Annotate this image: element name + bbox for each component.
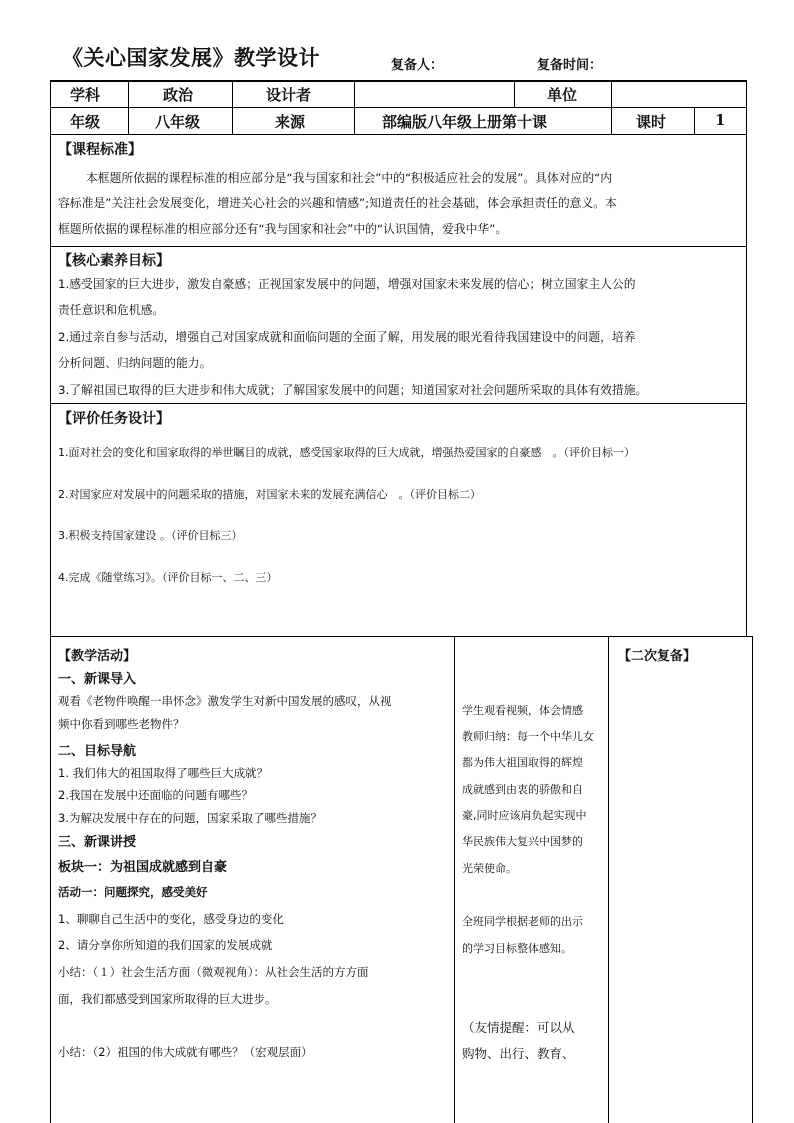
prep-time-label: 复备时间： bbox=[537, 58, 603, 73]
teacher-note-line: 豪,同时应该肩负起实现中 bbox=[462, 809, 587, 822]
designer-label: 设计者 bbox=[266, 86, 312, 104]
section-intro-heading: 一、新课导入 bbox=[58, 672, 137, 687]
goal-item: 1. 我们伟大的祖国取得了哪些巨大成就？ bbox=[58, 766, 269, 780]
second-prep-title: 【二次复备】 bbox=[618, 649, 697, 664]
teacher-note-line: 购物、出行、教育、 bbox=[462, 1046, 575, 1061]
goal-item: 3.为解决发展中存在的问题，国家采取了哪些措施？ bbox=[58, 811, 322, 825]
block-one-heading: 板块一：为祖国成就感到自豪 bbox=[58, 860, 228, 875]
assessment-item: 3.积极支持国家建设 。（评价目标三） bbox=[58, 529, 243, 542]
table-border bbox=[50, 80, 746, 82]
assessment-item: 4.完成《随堂练习》。（评价目标一、二、三） bbox=[58, 571, 278, 584]
table-border bbox=[608, 636, 609, 1123]
table-border bbox=[50, 636, 753, 637]
preparer-label: 复备人： bbox=[391, 58, 444, 73]
summary-line: 小结：（2）祖国的伟大成就有哪些？（宏观层面） bbox=[58, 1045, 313, 1059]
teacher-note-line: 全班同学根据老师的出示 bbox=[462, 915, 583, 928]
curriculum-line: 本框题所依据的课程标准的相应部分是“我与国家和社会”中的“积极适应社会的发展”。具体对应的“内 bbox=[86, 171, 613, 185]
core-goal-line: 责任意识和危机感。 bbox=[58, 303, 165, 317]
unit-label: 单位 bbox=[547, 86, 578, 104]
assessment-item: 1.面对社会的变化和国家取得的举世瞩目的成就，感受国家取得的巨大成就，增强热爱国家的自豪感 。（评价目标一） bbox=[58, 446, 635, 459]
core-goal-line: 2.通过亲自参与活动，增强自己对国家成就和面临问题的全面了解，用发展的眼光看待我国建设中的问题，培养 bbox=[58, 330, 636, 344]
table-border bbox=[50, 107, 746, 108]
section-teaching-heading: 三、新课讲授 bbox=[58, 835, 137, 850]
section-goals-heading: 二、目标导航 bbox=[58, 744, 137, 759]
intro-line: 观看《老物件唤醒一串怀念》激发学生对新中国发展的感叹，从视 bbox=[58, 694, 392, 708]
summary-line: 面，我们都感受到国家所取得的巨大进步。 bbox=[58, 992, 277, 1006]
assessment-title: 【评价任务设计】 bbox=[58, 411, 170, 427]
table-border bbox=[354, 80, 355, 134]
assessment-item: 2.对国家应对发展中的问题采取的措施，对国家未来的发展充满信心 。（评价目标二） bbox=[58, 488, 481, 501]
activity-one-heading: 活动一：问题探究，感受美好 bbox=[58, 885, 208, 899]
core-goals-title: 【核心素养目标】 bbox=[58, 253, 170, 269]
activity-item: 2、请分享你所知道的我们国家的发展成就 bbox=[58, 938, 273, 952]
table-border bbox=[232, 80, 233, 134]
table-border bbox=[128, 80, 129, 134]
core-goal-line: 1.感受国家的巨大进步，激发自豪感；正视国家发展中的问题，增强对国家未来发展的信心；树立国家主人公的 bbox=[58, 277, 636, 291]
core-goal-line: 分析问题、归纳问题的能力。 bbox=[58, 356, 212, 370]
intro-line: 频中你看到哪些老物件？ bbox=[58, 717, 185, 731]
activity-item: 1、聊聊自己生活中的变化，感受身边的变化 bbox=[58, 912, 284, 926]
table-border bbox=[50, 134, 746, 135]
table-border bbox=[454, 636, 455, 1123]
table-border bbox=[746, 80, 747, 636]
grade-label: 年级 bbox=[70, 113, 101, 131]
curriculum-line: 框题所依据的课程标准的相应部分还有“我与国家和社会”中的“认识国情，爱我中华”。 bbox=[58, 222, 508, 236]
teacher-note-line: （友情提醒：可以从 bbox=[462, 1020, 575, 1035]
table-border bbox=[50, 80, 51, 1123]
curriculum-line: 容标准是”关注社会发展变化，增进关心社会的兴趣和情感”;知道责任的社会基础，体会承担责任的意义。本 bbox=[58, 196, 617, 210]
subject-value: 政治 bbox=[163, 86, 194, 104]
summary-line: 小结：（１）社会生活方面（微观视角）：从社会生活的方方面 bbox=[58, 965, 369, 979]
goal-item: 2.我国在发展中还面临的问题有哪些？ bbox=[58, 788, 253, 802]
table-border bbox=[752, 636, 753, 1123]
curriculum-title: 【课程标准】 bbox=[58, 142, 142, 158]
period-label: 课时 bbox=[636, 113, 667, 131]
teacher-note-line: 成就感到由衷的骄傲和自 bbox=[462, 783, 583, 796]
table-border bbox=[50, 403, 746, 404]
activities-title: 【教学活动】 bbox=[58, 649, 137, 664]
teacher-note-line: 学生观看视频，体会情感 bbox=[462, 704, 583, 717]
document-title: 《关心国家发展》教学设计 bbox=[62, 45, 320, 70]
table-border bbox=[514, 80, 515, 107]
teacher-note-line: 教师归纳：每一个中华儿女 bbox=[462, 730, 594, 743]
source-value: 部编版八年级上册第十课 bbox=[382, 113, 548, 131]
subject-label: 学科 bbox=[70, 86, 101, 104]
teacher-note-line: 的学习目标整体感知。 bbox=[462, 942, 572, 955]
teacher-note-line: 光荣使命。 bbox=[462, 862, 517, 875]
teacher-note-line: 都为伟大祖国取得的辉煌 bbox=[462, 756, 583, 769]
grade-value: 八年级 bbox=[155, 113, 201, 131]
core-goal-line: 3.了解祖国已取得的巨大进步和伟大成就；了解国家发展中的问题；知道国家对社会问题所采取的具体有效措施。 bbox=[58, 383, 648, 397]
table-border bbox=[694, 107, 695, 134]
table-border bbox=[50, 246, 746, 247]
teacher-note-line: 华民族伟大复兴中国梦的 bbox=[462, 835, 583, 848]
table-border bbox=[611, 80, 612, 134]
period-value: 1 bbox=[715, 111, 726, 129]
source-label: 来源 bbox=[275, 113, 306, 131]
